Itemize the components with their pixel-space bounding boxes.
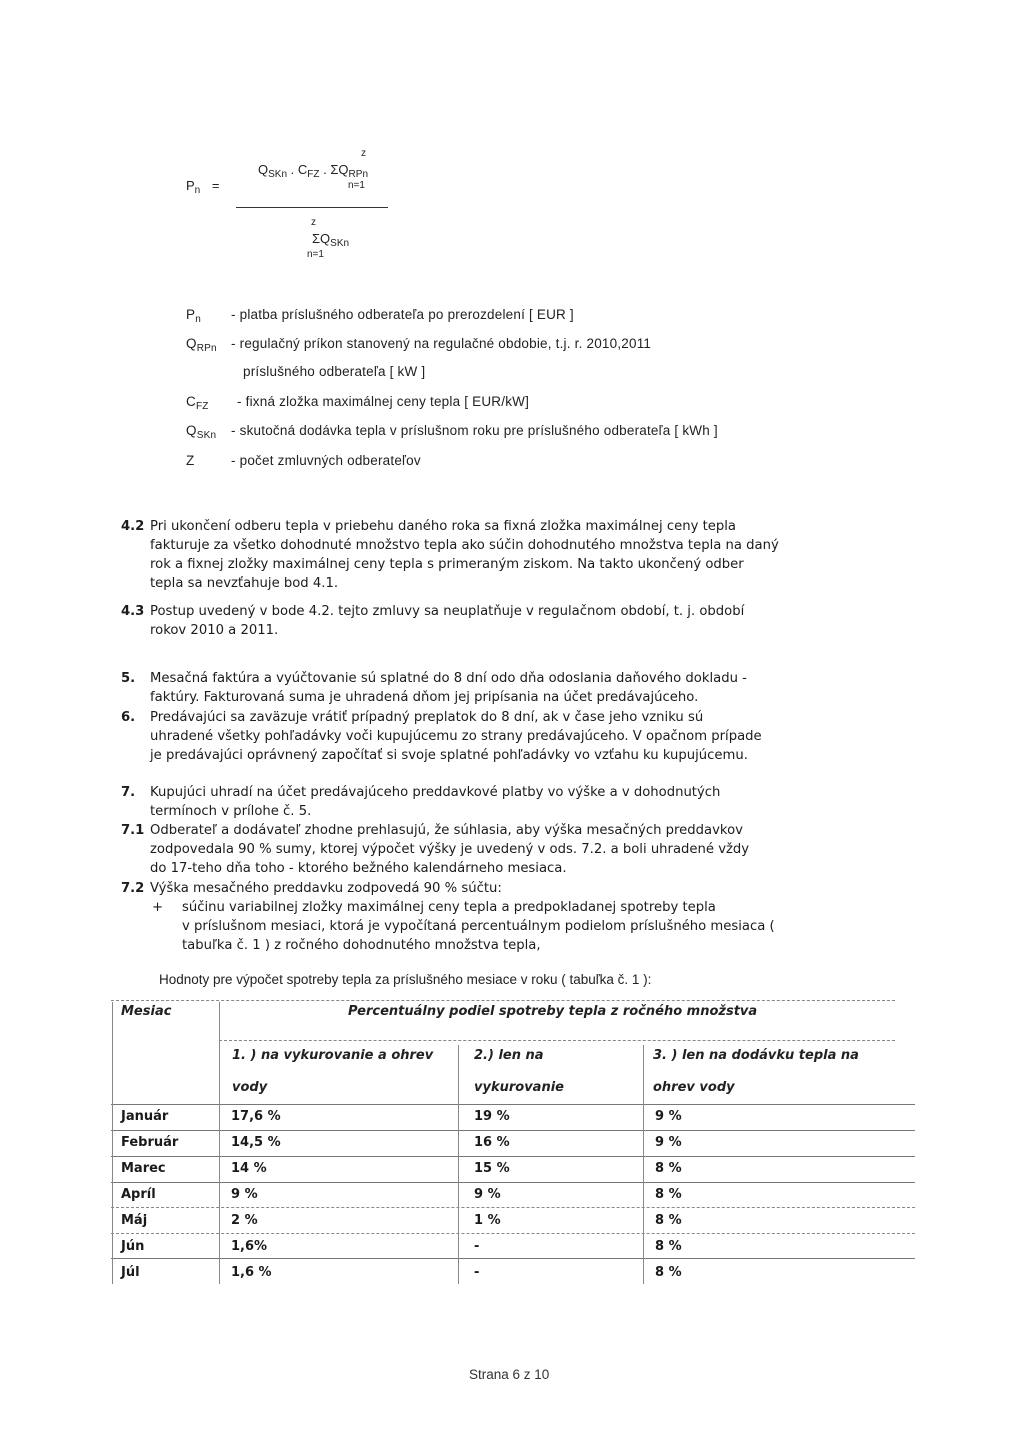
cell-col2: - — [474, 1265, 480, 1280]
paragraph-line: Kupujúci uhradí na účet predávajúceho preddavkové platby vo výške a v dohodnutých — [150, 785, 721, 800]
legend-text: - platba príslušného odberateľa po prerozdelení [ EUR ] — [231, 307, 574, 322]
formula-lhs — [186, 178, 220, 196]
paragraph-line: Výška mesačného preddavku zodpovedá 90 % súčtu: — [150, 881, 502, 896]
legend-symbol — [186, 307, 201, 325]
cell-col2: 16 % — [474, 1135, 510, 1150]
formula-num-dot: . — [323, 162, 327, 177]
paragraph-number: 4.3 — [121, 604, 145, 619]
paragraph-line: súčinu variabilnej zložky maximálnej ceny tepla a predpokladanej spotreby tepla — [182, 900, 716, 915]
table-header-col1-cont: vody — [232, 1080, 268, 1095]
legend-sym: Z — [186, 453, 195, 468]
formula-denominator-n1: n=1 — [307, 249, 324, 260]
cell-col1: 9 % — [231, 1187, 258, 1202]
formula-num-q-sub: SKn — [268, 169, 288, 180]
legend-text: - regulačný príkon stanovený na regulačné obdobie, t.j. r. 2010,2011 — [231, 336, 652, 351]
table-rule — [458, 1045, 459, 1284]
table-rule — [219, 1040, 895, 1041]
formula-numerator-n1: n=1 — [348, 180, 365, 191]
paragraph-number: 7. — [121, 785, 136, 800]
legend-symbol — [186, 336, 217, 354]
formula-denominator-z: z — [311, 217, 316, 228]
paragraph-line: rokov 2010 a 2011. — [150, 623, 279, 638]
table-rule — [111, 1233, 915, 1234]
paragraph-number: 7.2 — [121, 881, 145, 896]
formula-num-q: Q — [258, 162, 269, 177]
paragraph-line: rok a fixnej zložky maximálnej ceny tepla s primeraným ziskom. Na takto ukončený odber — [150, 557, 744, 572]
cell-month: Február — [121, 1135, 179, 1150]
formula-denominator — [312, 231, 350, 249]
legend-sub: FZ — [195, 401, 209, 412]
formula-den-sigma: ΣQ — [312, 231, 331, 246]
table-header-share: Percentuálny podiel spotreby tepla z ročného množstva — [348, 1004, 758, 1019]
legend-sub: SKn — [196, 430, 217, 441]
table-rule — [111, 1258, 915, 1259]
cell-month: Január — [121, 1109, 169, 1124]
paragraph-line: je predávajúci oprávnený započítať si svoje splatné pohľadávky vo vzťahu ku kupujúcemu. — [150, 748, 748, 763]
table-header-col2: 2.) len na — [474, 1048, 544, 1063]
paragraph-line: termínoch v prílohe č. 5. — [150, 804, 312, 819]
formula-equals: = — [211, 178, 220, 193]
paragraph-line: tabuľka č. 1 ) z ročného dohodnutého množstva tepla, — [182, 938, 541, 953]
cell-col2: - — [474, 1239, 480, 1254]
paragraph-number: 7.1 — [121, 823, 145, 838]
formula-fraction-bar — [236, 207, 388, 208]
table-rule — [219, 1002, 220, 1284]
paragraph-line: uhradené všetky pohľadávky voči kupujúcemu zo strany predávajúceho. V opačnom prípade — [150, 729, 762, 744]
legend-text: - počet zmluvných odberateľov — [231, 453, 421, 468]
cell-col3: 8 % — [655, 1161, 682, 1176]
formula-lhs-subscript: n — [194, 185, 201, 196]
cell-col3: 8 % — [655, 1213, 682, 1228]
table-header-col1: 1. ) na vykurovanie a ohrev — [232, 1048, 434, 1063]
paragraph-line: Predávajúci sa zaväzuje vrátiť prípadný preplatok do 8 dní, ak v čase jeho vzniku sú — [150, 710, 704, 725]
paragraph-line: Pri ukončení odberu tepla v priebehu daného roka sa fixná zložka maximálnej ceny tepla — [150, 519, 736, 534]
legend-sym: P — [186, 307, 196, 322]
cell-col1: 2 % — [231, 1213, 258, 1228]
legend-text: príslušného odberateľa [ kW ] — [243, 364, 426, 379]
legend-sub: RPn — [196, 343, 217, 354]
cell-col2: 9 % — [474, 1187, 501, 1202]
paragraph-line: tepla sa nevzťahuje bod 4.1. — [150, 576, 339, 591]
cell-col3: 8 % — [655, 1187, 682, 1202]
paragraph-line: zodpovedala 90 % sumy, ktorej výpočet výšky je uvedený v ods. 7.2. a boli uhradené vždy — [150, 842, 750, 857]
table-header-col2-cont: vykurovanie — [474, 1080, 564, 1095]
paragraph-line: faktúry. Fakturovaná suma je uhradená dňom jej pripísania na účet predávajúceho. — [150, 690, 699, 705]
table-rule — [111, 1156, 915, 1157]
cell-col1: 14,5 % — [231, 1135, 281, 1150]
table-rule — [111, 1207, 915, 1208]
formula-den-sigma-sub: SKn — [330, 238, 350, 249]
paragraph-number: 5. — [121, 671, 136, 686]
table-header-col3: 3. ) len na dodávku tepla na — [653, 1048, 859, 1063]
cell-col2: 19 % — [474, 1109, 510, 1124]
legend-symbol — [186, 423, 217, 441]
cell-month: Apríl — [121, 1187, 156, 1202]
legend-symbol — [186, 394, 209, 412]
cell-col1: 17,6 % — [231, 1109, 281, 1124]
cell-col2: 1 % — [474, 1213, 501, 1228]
table-rule — [112, 1002, 113, 1284]
table-rule — [643, 1045, 644, 1284]
legend-sym: C — [186, 394, 196, 409]
legend-text: - skutočná dodávka tepla v príslušnom roku pre príslušného odberateľa [ kWh ] — [231, 423, 718, 438]
cell-col1: 14 % — [231, 1161, 267, 1176]
paragraph-number: 4.2 — [121, 519, 145, 534]
cell-month: Júl — [121, 1265, 140, 1280]
formula-num-c: C — [297, 162, 308, 177]
bullet-icon: + — [152, 900, 164, 915]
cell-col3: 8 % — [655, 1239, 682, 1254]
formula-num-sigma: ΣQ — [330, 162, 349, 177]
table-rule — [111, 1182, 915, 1183]
formula-num-sigma-sub: RPn — [348, 169, 368, 180]
legend-sym: Q — [186, 423, 197, 438]
paragraph-line: do 17-teho dňa toho - ktorého bežného kalendárneho mesiaca. — [150, 861, 567, 876]
cell-col3: 9 % — [655, 1109, 682, 1124]
cell-month: Marec — [121, 1161, 166, 1176]
paragraph-line: fakturuje za všetko dohodnuté množstvo tepla ako súčin dohodnutého množstva tepla na daný — [150, 538, 779, 553]
formula-lhs-symbol: P — [186, 178, 195, 193]
table-header-month: Mesiac — [121, 1004, 172, 1019]
table-intro: Hodnoty pre výpočet spotreby tepla za príslušného mesiace v roku ( tabuľka č. 1 ): — [159, 972, 652, 987]
cell-month: Jún — [121, 1239, 145, 1254]
cell-col2: 15 % — [474, 1161, 510, 1176]
table-rule — [111, 1104, 915, 1105]
formula-numerator — [258, 162, 368, 180]
paragraph-line: Postup uvedený v bode 4.2. tejto zmluvy sa neuplatňuje v regulačnom období, t. j. období — [150, 604, 745, 619]
paragraph-line: Odberateľ a dodávateľ zhodne prehlasujú, že súhlasia, aby výška mesačných preddavkov — [150, 823, 743, 838]
table-header-col3-cont: ohrev vody — [653, 1080, 735, 1095]
paragraph-number: 6. — [121, 710, 136, 725]
table-rule — [111, 1000, 895, 1001]
legend-text: - fixná zložka maximálnej ceny tepla [ EUR/kW] — [237, 394, 530, 409]
cell-col1: 1,6 % — [231, 1265, 272, 1280]
cell-col1: 1,6% — [231, 1239, 268, 1254]
paragraph-line: Mesačná faktúra a vyúčtovanie sú splatné do 8 dní odo dňa odoslania daňového dokladu - — [150, 671, 747, 686]
table-rule — [111, 1130, 915, 1131]
legend-sub: n — [195, 314, 201, 325]
cell-col3: 8 % — [655, 1265, 682, 1280]
paragraph-line: v príslušnom mesiaci, ktorá je vypočítaná percentuálnym podielom príslušného mesiaca ( — [182, 919, 775, 934]
formula-numerator-z: z — [361, 148, 366, 159]
formula-num-c-sub: FZ — [307, 169, 320, 180]
page-number: Strana 6 z 10 — [469, 1367, 550, 1382]
cell-col3: 9 % — [655, 1135, 682, 1150]
formula-num-dot: . — [290, 162, 295, 177]
cell-month: Máj — [121, 1213, 148, 1228]
legend-sym: Q — [186, 336, 197, 351]
